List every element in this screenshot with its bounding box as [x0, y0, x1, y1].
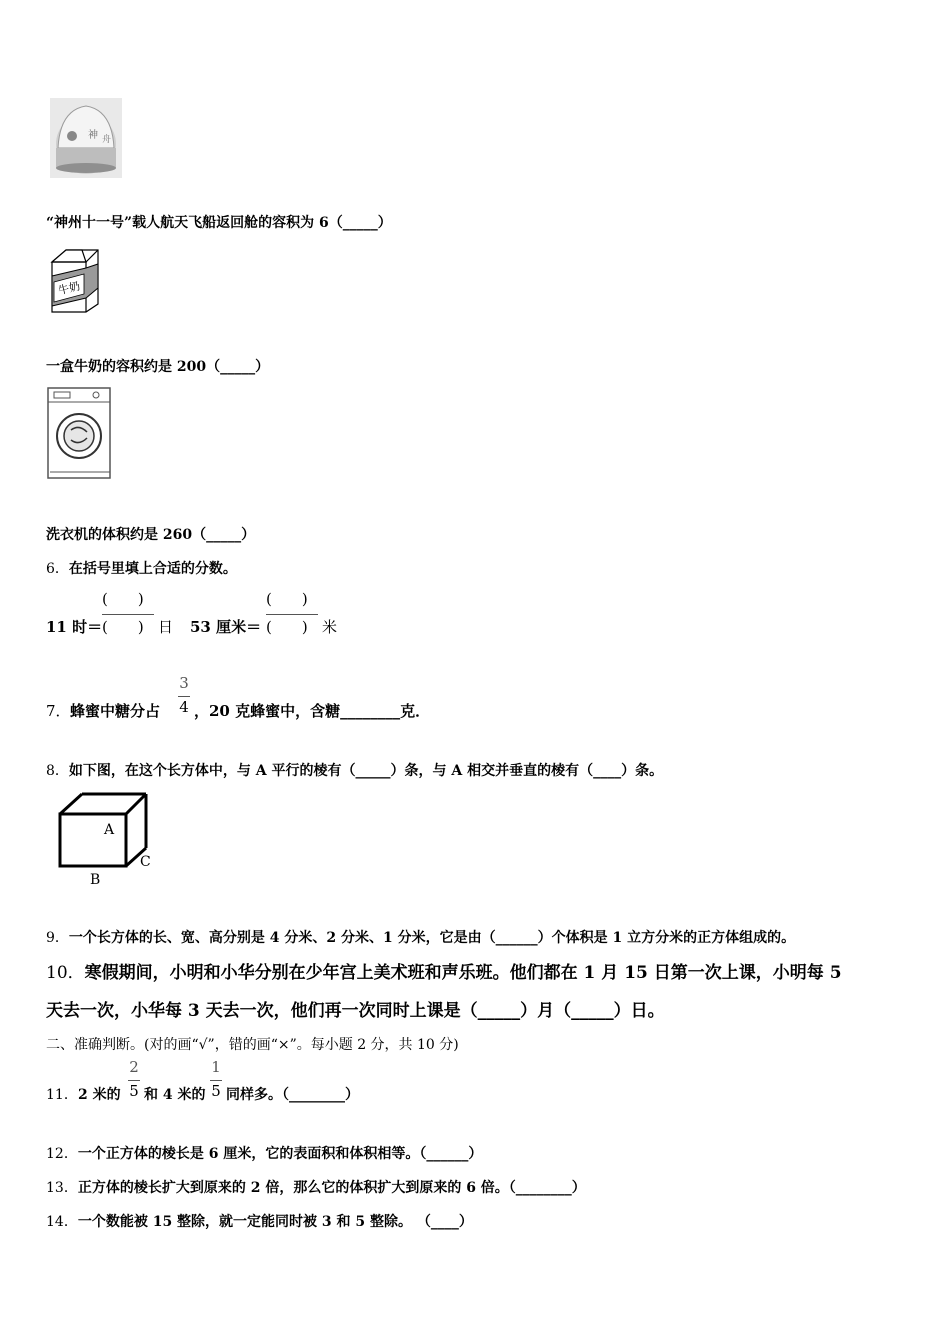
q14-text: 14．一个数能被 15 整除，就一定能同时被 3 和 5 整除。 （____） [46, 1214, 473, 1230]
q7-fraction-denominator: 4 [179, 698, 189, 716]
q11-frac2-numerator: 1 [211, 1058, 221, 1076]
q11-frac1-numerator: 2 [129, 1058, 139, 1076]
q11-line [46, 1056, 546, 1106]
section2-title: 二、准确判断。(对的画“√”，错的画“×”。每小题 2 分，共 10 分) [46, 1037, 459, 1053]
q7-line [46, 672, 546, 722]
q6-left-unit: 日 [158, 618, 174, 636]
milk-carton-label: 牛奶 [56, 279, 82, 298]
q6-left-fraction-bar [102, 614, 154, 615]
q5-item3-text: 洗衣机的体积约是 260（_____） [46, 527, 256, 543]
q7-fraction-bar [178, 696, 190, 697]
q6-fraction-row [46, 586, 446, 638]
q11-text-b: 和 4 米的 [144, 1087, 206, 1103]
cuboid-label-b: B [90, 872, 101, 888]
q12-text: 12．一个正方体的棱长是 6 厘米，它的表面积和体积相等。（______） [46, 1146, 483, 1162]
q7-number: 7． [46, 702, 71, 720]
q6-right-denominator[interactable]: ( ) [266, 618, 308, 636]
washing-machine-image [46, 386, 114, 482]
milk-carton-image [46, 246, 104, 316]
q11-text-a: 2 米的 [78, 1087, 121, 1103]
q7-fraction-numerator: 3 [179, 674, 189, 692]
q5-item1-blank[interactable]: _____ [342, 215, 378, 231]
q10-line2: 天去一次，小华每 3 天去一次，他们再一次同时上课是（_____）月（_____）日。 [46, 1001, 665, 1021]
q11-frac2-bar [210, 1080, 222, 1081]
cuboid-label-c: C [140, 854, 151, 870]
q5-item1-text: “神州十一号”载人航天飞船返回舱的容积为 6（_____） [46, 215, 392, 231]
q9-text: 9．一个长方体的长、宽、高分别是 4 分米、2 分米、1 分米，它是由（______）个体积是 1 立方分米的正方体组成的。 [46, 930, 796, 946]
q11-text-c: 同样多。（________） [226, 1087, 359, 1103]
q10-line1: 10．寒假期间，小明和小华分别在少年宫上美术班和声乐班。他们都在 1 月 15 日第一次上课，小明每 5 [46, 963, 842, 983]
q7-text-a: 蜂蜜中糖分占 [70, 702, 161, 720]
cuboid-label-a: A [104, 822, 115, 838]
q11-frac2-denominator: 5 [211, 1082, 221, 1100]
q8-text: 8．如下图，在这个长方体中，与 A 平行的棱有（_____）条，与 A 相交并垂直的棱有（____）条。 [46, 763, 664, 779]
svg-text:神: 神 [88, 130, 98, 141]
q11-frac1-bar [128, 1080, 140, 1081]
q6-right-value: 53 厘米＝ [190, 618, 262, 636]
q6-right-numerator[interactable]: ( ) [266, 590, 308, 608]
q6-right-fraction-bar [266, 614, 318, 615]
q7-blank[interactable]: ________ [340, 702, 401, 720]
q6-prompt: 6．在括号里填上合适的分数。 [46, 561, 237, 577]
q7-text-b: ，20 克蜂蜜中，含糖________克． [194, 702, 431, 720]
q6-left-numerator[interactable]: ( ) [102, 590, 144, 608]
spacecraft-capsule-image [50, 98, 122, 178]
q6-right-unit: 米 [322, 618, 338, 636]
q6-left-value: 11 时＝ [46, 618, 103, 636]
q6-left-denominator[interactable]: ( ) [102, 618, 144, 636]
q5-item2-text: 一盒牛奶的容积约是 200（_____） [46, 359, 270, 375]
q5-item3-blank[interactable]: _____ [206, 527, 242, 543]
cuboid-diagram [54, 790, 164, 890]
svg-text:舟: 舟 [102, 135, 112, 145]
q11-frac1-denominator: 5 [129, 1082, 139, 1100]
q11-number: 11． [46, 1087, 78, 1103]
q13-text: 13．正方体的棱长扩大到原来的 2 倍，那么它的体积扩大到原来的 6 倍。（________） [46, 1180, 586, 1196]
q5-item2-blank[interactable]: _____ [220, 359, 256, 375]
